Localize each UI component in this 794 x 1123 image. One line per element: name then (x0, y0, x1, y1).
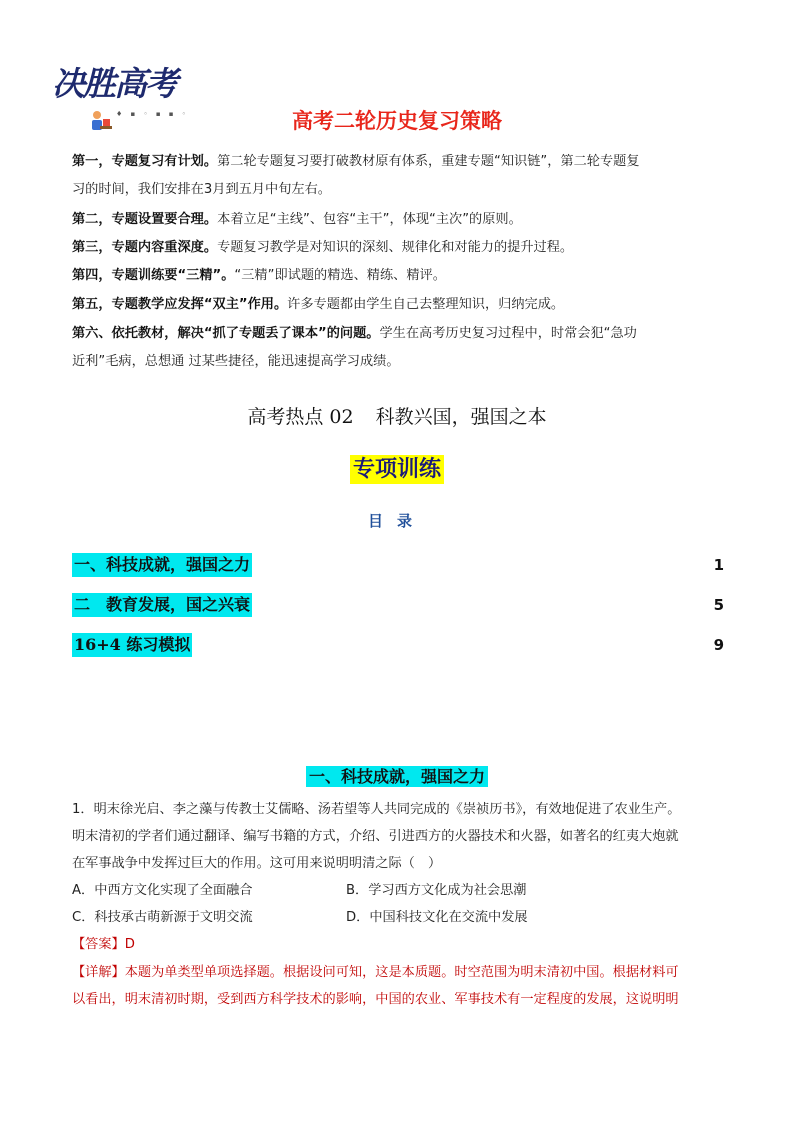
strategy-line-7: 第六、依托教材，解决“抓了专题丢了课本”的问题。学生在高考历史复习过程中，时常会犯“急功 (72, 326, 637, 341)
detail-line-1: 【详解】本题为单类型单项选择题。根据设问可知，这是本质题。时空范围为明末清初中国。根据材料可 (72, 965, 679, 980)
strategy-line-1: 第一，专题复习有计划。第二轮专题复习要打破教材原有体系，重建专题“知识链”，第二轮专题复 (72, 154, 640, 169)
special-training-title: 专项训练 (0, 452, 794, 483)
toc-item-3[interactable] (72, 633, 724, 659)
option-c: C．科技承古萌新源于文明交流 (72, 910, 253, 925)
toc-item-2[interactable] (72, 593, 724, 619)
toc-item-1[interactable] (72, 553, 724, 579)
toc-item-page: 1 (713, 556, 724, 574)
hot-topic-title: 高考热点 02 科教兴国，强国之本 (247, 406, 547, 428)
toc-item-page: 5 (713, 596, 724, 614)
option-d: D．中国科技文化在交流中发展 (346, 910, 528, 925)
toc-title: 目录 (367, 512, 426, 530)
strategy-line-8: 近利”毛病，总想通 过某些捷径，能迅速提高学习成绩。 (72, 354, 400, 369)
strategy-line-2: 习的时间，我们安排在3月到五月中旬左右。 (72, 182, 331, 197)
question-line-1: 1．明末徐光启、李之藻与传教士艾儒略、汤若望等人共同完成的《崇祯历书》，有效地促进了农业生产。 (72, 802, 681, 817)
strategy-line-4: 第三，专题内容重深度。专题复习教学是对知识的深刻、规律化和对能力的提升过程。 (72, 240, 574, 255)
detail-line-2: 以看出，明末清初时期，受到西方科学技术的影响，中国的农业、军事技术有一定程度的发展，这说明明 (72, 992, 679, 1007)
logo-subtitle: ♦ ▪ ◦ ▪ ▪ ◦ (116, 110, 189, 118)
question-line-2: 明末清初的学者们通过翻译、编写书籍的方式，介绍、引进西方的火器技术和火器，如著名的红夷大炮就 (72, 829, 679, 844)
toc-item-label: 一、科技成就，强国之力 (72, 553, 252, 577)
question-line-3: 在军事战争中发挥过巨大的作用。这可用来说明明清之际（ ） (72, 856, 442, 871)
option-b: B．学习西方文化成为社会思潮 (346, 883, 527, 898)
option-a: A．中西方文化实现了全面融合 (72, 883, 253, 898)
toc-item-label: 16+4 练习模拟 (72, 633, 192, 657)
strategy-line-5: 第四，专题训练要“三精”。“三精”即试题的精选、精练、精评。 (72, 268, 446, 283)
strategy-line-3: 第二，专题设置要合理。本着立足“主线”、包容“主干”，体现“主次”的原则。 (72, 212, 522, 227)
toc-item-label: 二 教育发展，国之兴衰 (72, 593, 252, 617)
answer-label: 【答案】D (72, 937, 135, 952)
section-heading: 一、科技成就，强国之力 (0, 764, 794, 787)
strategy-line-6: 第五，专题教学应发挥“双主”作用。许多专题都由学生自己去整理知识，归纳完成。 (72, 297, 565, 312)
document-title: 高考二轮历史复习策略 (292, 109, 502, 133)
logo-text: 决胜高考 (52, 64, 176, 103)
toc-item-page: 9 (713, 636, 724, 654)
